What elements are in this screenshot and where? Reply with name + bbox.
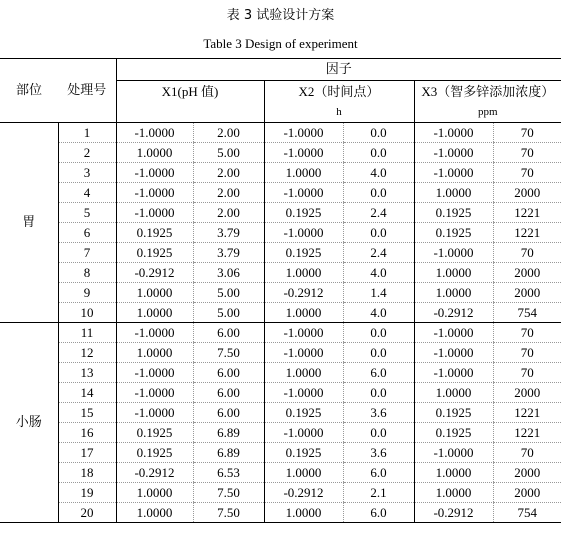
treatment-number: 17 bbox=[58, 443, 116, 463]
x1-value: 2.00 bbox=[193, 123, 264, 143]
treatment-number: 11 bbox=[58, 323, 116, 343]
treatment-number: 10 bbox=[58, 303, 116, 323]
x2-coded: 1.0000 bbox=[264, 463, 343, 483]
x3-value: 2000 bbox=[493, 263, 561, 283]
x3-coded: -1.0000 bbox=[414, 163, 493, 183]
x3-value: 2000 bbox=[493, 463, 561, 483]
x3-coded: 1.0000 bbox=[414, 463, 493, 483]
x1-coded: -1.0000 bbox=[116, 163, 193, 183]
x2-coded: 1.0000 bbox=[264, 263, 343, 283]
x3-value: 70 bbox=[493, 343, 561, 363]
treatment-number: 3 bbox=[58, 163, 116, 183]
x1-coded: 1.0000 bbox=[116, 283, 193, 303]
table-row bbox=[0, 323, 561, 343]
x2-value: 6.0 bbox=[343, 463, 414, 483]
x2-coded: -1.0000 bbox=[264, 143, 343, 163]
x2-coded: -1.0000 bbox=[264, 343, 343, 363]
x1-value: 6.89 bbox=[193, 423, 264, 443]
x2-coded: -1.0000 bbox=[264, 123, 343, 143]
x3-value: 1221 bbox=[493, 403, 561, 423]
table-row bbox=[0, 343, 561, 363]
x3-value: 70 bbox=[493, 323, 561, 343]
x1-value: 7.50 bbox=[193, 503, 264, 523]
x3-coded: 1.0000 bbox=[414, 483, 493, 503]
table-row bbox=[0, 163, 561, 183]
x3-coded: -1.0000 bbox=[414, 123, 493, 143]
x2-value: 0.0 bbox=[343, 123, 414, 143]
x2-value: 0.0 bbox=[343, 223, 414, 243]
x2-value: 4.0 bbox=[343, 263, 414, 283]
x2-coded: 0.1925 bbox=[264, 243, 343, 263]
x2-coded: -1.0000 bbox=[264, 223, 343, 243]
x3-value: 2000 bbox=[493, 183, 561, 203]
x3-coded: 1.0000 bbox=[414, 383, 493, 403]
header-treatment: 处理号 bbox=[58, 59, 116, 123]
x1-coded: -1.0000 bbox=[116, 203, 193, 223]
x1-value: 3.79 bbox=[193, 223, 264, 243]
treatment-number: 19 bbox=[58, 483, 116, 503]
header-x3-unit: ppm bbox=[414, 103, 561, 123]
x2-coded: 1.0000 bbox=[264, 163, 343, 183]
table-row bbox=[0, 263, 561, 283]
x3-coded: 1.0000 bbox=[414, 283, 493, 303]
x3-value: 1221 bbox=[493, 423, 561, 443]
x1-value: 3.06 bbox=[193, 263, 264, 283]
x3-value: 2000 bbox=[493, 383, 561, 403]
x3-value: 70 bbox=[493, 163, 561, 183]
treatment-number: 7 bbox=[58, 243, 116, 263]
table-row bbox=[0, 423, 561, 443]
table-body bbox=[0, 123, 561, 523]
treatment-number: 20 bbox=[58, 503, 116, 523]
x1-value: 2.00 bbox=[193, 183, 264, 203]
x2-value: 6.0 bbox=[343, 503, 414, 523]
x2-value: 0.0 bbox=[343, 183, 414, 203]
table-caption-english: Table 3 Design of experiment bbox=[203, 36, 358, 51]
x3-value: 70 bbox=[493, 143, 561, 163]
x1-coded: 0.1925 bbox=[116, 423, 193, 443]
table-row bbox=[0, 243, 561, 263]
x3-value: 70 bbox=[493, 243, 561, 263]
table-row bbox=[0, 403, 561, 423]
x3-coded: -1.0000 bbox=[414, 323, 493, 343]
x3-value: 754 bbox=[493, 503, 561, 523]
x2-value: 3.6 bbox=[343, 403, 414, 423]
header-x1-unit bbox=[116, 103, 264, 123]
header-factor: 因子 bbox=[116, 59, 561, 81]
table-row bbox=[0, 283, 561, 303]
header-x1: X1(pH 值) bbox=[116, 81, 264, 103]
x1-coded: -1.0000 bbox=[116, 123, 193, 143]
table-row bbox=[0, 483, 561, 503]
x3-coded: 1.0000 bbox=[414, 263, 493, 283]
x2-value: 3.6 bbox=[343, 443, 414, 463]
table-row bbox=[0, 223, 561, 243]
table-row bbox=[0, 383, 561, 403]
x3-coded: -1.0000 bbox=[414, 243, 493, 263]
header-x2: X2（时间点） bbox=[264, 81, 414, 103]
treatment-number: 14 bbox=[58, 383, 116, 403]
x2-value: 0.0 bbox=[343, 343, 414, 363]
x2-value: 2.4 bbox=[343, 243, 414, 263]
table-caption-chinese: 表 3 试验设计方案 bbox=[226, 8, 335, 23]
x1-value: 6.00 bbox=[193, 383, 264, 403]
x2-value: 0.0 bbox=[343, 423, 414, 443]
x2-value: 4.0 bbox=[343, 163, 414, 183]
x3-value: 1221 bbox=[493, 223, 561, 243]
x3-value: 70 bbox=[493, 123, 561, 143]
header-x2-unit: h bbox=[264, 103, 414, 123]
x2-value: 0.0 bbox=[343, 383, 414, 403]
x1-coded: 1.0000 bbox=[116, 503, 193, 523]
x2-value: 0.0 bbox=[343, 323, 414, 343]
x2-coded: 1.0000 bbox=[264, 363, 343, 383]
x2-value: 2.1 bbox=[343, 483, 414, 503]
treatment-number: 6 bbox=[58, 223, 116, 243]
table-row bbox=[0, 463, 561, 483]
treatment-number: 16 bbox=[58, 423, 116, 443]
x3-coded: -0.2912 bbox=[414, 303, 493, 323]
x2-value: 6.0 bbox=[343, 363, 414, 383]
x1-coded: 0.1925 bbox=[116, 443, 193, 463]
treatment-number: 13 bbox=[58, 363, 116, 383]
x1-coded: 1.0000 bbox=[116, 483, 193, 503]
treatment-number: 12 bbox=[58, 343, 116, 363]
treatment-number: 5 bbox=[58, 203, 116, 223]
x1-coded: 0.1925 bbox=[116, 243, 193, 263]
header-x3: X3（智多锌添加浓度） bbox=[414, 81, 561, 103]
x1-coded: -1.0000 bbox=[116, 363, 193, 383]
treatment-number: 15 bbox=[58, 403, 116, 423]
x2-coded: 0.1925 bbox=[264, 443, 343, 463]
x2-value: 1.4 bbox=[343, 283, 414, 303]
x3-value: 70 bbox=[493, 443, 561, 463]
x1-coded: 1.0000 bbox=[116, 343, 193, 363]
x3-coded: 0.1925 bbox=[414, 203, 493, 223]
table-row bbox=[0, 443, 561, 463]
treatment-number: 18 bbox=[58, 463, 116, 483]
x2-coded: -1.0000 bbox=[264, 423, 343, 443]
x1-value: 7.50 bbox=[193, 343, 264, 363]
table-row bbox=[0, 123, 561, 143]
x1-value: 6.00 bbox=[193, 403, 264, 423]
x1-coded: 0.1925 bbox=[116, 223, 193, 243]
x1-value: 5.00 bbox=[193, 303, 264, 323]
x2-coded: 1.0000 bbox=[264, 303, 343, 323]
table-row bbox=[0, 303, 561, 323]
table-row bbox=[0, 363, 561, 383]
x1-value: 6.00 bbox=[193, 323, 264, 343]
x3-value: 1221 bbox=[493, 203, 561, 223]
x3-coded: -0.2912 bbox=[414, 503, 493, 523]
x1-value: 6.53 bbox=[193, 463, 264, 483]
x1-value: 2.00 bbox=[193, 203, 264, 223]
treatment-number: 1 bbox=[58, 123, 116, 143]
treatment-number: 2 bbox=[58, 143, 116, 163]
x1-value: 6.00 bbox=[193, 363, 264, 383]
x3-coded: -1.0000 bbox=[414, 343, 493, 363]
table-row bbox=[0, 143, 561, 163]
x3-value: 2000 bbox=[493, 483, 561, 503]
x3-coded: -1.0000 bbox=[414, 443, 493, 463]
x3-coded: 0.1925 bbox=[414, 223, 493, 243]
header-part: 部位 bbox=[0, 59, 58, 123]
x3-value: 70 bbox=[493, 363, 561, 383]
treatment-number: 8 bbox=[58, 263, 116, 283]
x1-coded: -0.2912 bbox=[116, 263, 193, 283]
table-row bbox=[0, 203, 561, 223]
x2-coded: -1.0000 bbox=[264, 383, 343, 403]
x3-value: 754 bbox=[493, 303, 561, 323]
x1-coded: -1.0000 bbox=[116, 383, 193, 403]
x1-coded: 1.0000 bbox=[116, 143, 193, 163]
x1-value: 5.00 bbox=[193, 283, 264, 303]
x2-coded: 0.1925 bbox=[264, 403, 343, 423]
x1-value: 5.00 bbox=[193, 143, 264, 163]
x3-value: 2000 bbox=[493, 283, 561, 303]
table-row bbox=[0, 503, 561, 523]
x1-coded: -1.0000 bbox=[116, 323, 193, 343]
x1-coded: -0.2912 bbox=[116, 463, 193, 483]
treatment-number: 4 bbox=[58, 183, 116, 203]
x2-value: 4.0 bbox=[343, 303, 414, 323]
x2-coded: -0.2912 bbox=[264, 283, 343, 303]
x3-coded: 1.0000 bbox=[414, 183, 493, 203]
table-row bbox=[0, 183, 561, 203]
x3-coded: -1.0000 bbox=[414, 363, 493, 383]
x1-value: 2.00 bbox=[193, 163, 264, 183]
x2-value: 2.4 bbox=[343, 203, 414, 223]
x3-coded: 0.1925 bbox=[414, 423, 493, 443]
x1-coded: 1.0000 bbox=[116, 303, 193, 323]
part-cell: 小肠 bbox=[0, 323, 58, 523]
design-table bbox=[0, 58, 561, 523]
x2-value: 0.0 bbox=[343, 143, 414, 163]
x1-coded: -1.0000 bbox=[116, 183, 193, 203]
x1-value: 3.79 bbox=[193, 243, 264, 263]
x3-coded: 0.1925 bbox=[414, 403, 493, 423]
x2-coded: -1.0000 bbox=[264, 323, 343, 343]
x3-coded: -1.0000 bbox=[414, 143, 493, 163]
x1-value: 7.50 bbox=[193, 483, 264, 503]
x2-coded: -0.2912 bbox=[264, 483, 343, 503]
treatment-number: 9 bbox=[58, 283, 116, 303]
x2-coded: 0.1925 bbox=[264, 203, 343, 223]
x2-coded: 1.0000 bbox=[264, 503, 343, 523]
part-cell: 胃 bbox=[0, 123, 58, 323]
x1-coded: -1.0000 bbox=[116, 403, 193, 423]
x2-coded: -1.0000 bbox=[264, 183, 343, 203]
x1-value: 6.89 bbox=[193, 443, 264, 463]
